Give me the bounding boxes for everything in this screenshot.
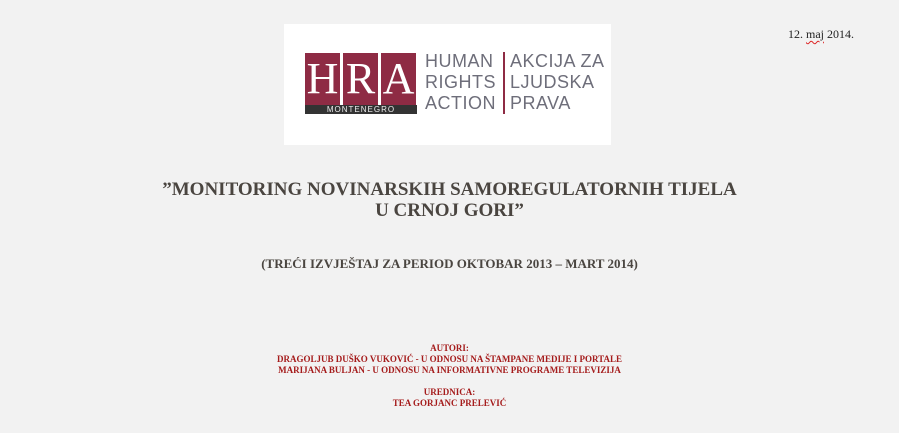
document-date [788,27,854,42]
logo-tile-a: A [382,54,415,103]
editor-name: TEA GORJANC PRELEVIĆ [392,398,507,408]
authors-label: AUTORI: [430,343,469,353]
logo-tile-r: R [343,53,378,105]
author-1: DRAGOLJUB DUŠKO VUKOVIĆ - U ODNOSU NA ŠTAMPANE MEDIJE I PORTALE [276,354,623,364]
document-subtitle: (TREĆI IZVJEŠTAJ ZA PERIOD OKTOBAR 2013 – MART 2014) [261,256,638,271]
logo-tile-h: H [306,54,339,103]
logo-band-montenegro: MONTENEGRO [305,105,417,114]
title-line-2: U CRNOJ GORI” [375,200,524,221]
logo-local-text: AKCIJA ZA LJUDSKA PRAVA [510,51,605,113]
author-2: MARIJANA BULJAN - U ODNOSU NA INFORMATIVNE PROGRAME TELEVIZIJA [278,365,621,375]
hra-logo [284,24,611,145]
document-title [0,179,899,221]
date-year: 2014. [827,27,854,41]
date-month-spellcheck: maj [806,27,824,41]
hra-logo-mark [305,53,417,113]
editor-label: UREDNICA: [423,387,476,397]
title-line-1: ”MONITORING NOVINARSKIH SAMOREGULATORNIH TIJELA [162,179,737,200]
credits-block [0,343,899,409]
date-day: 12. [788,27,803,41]
credits-spacer [0,376,899,387]
logo-divider [503,52,505,114]
logo-english-text: HUMAN RIGHTS ACTION [425,51,497,113]
